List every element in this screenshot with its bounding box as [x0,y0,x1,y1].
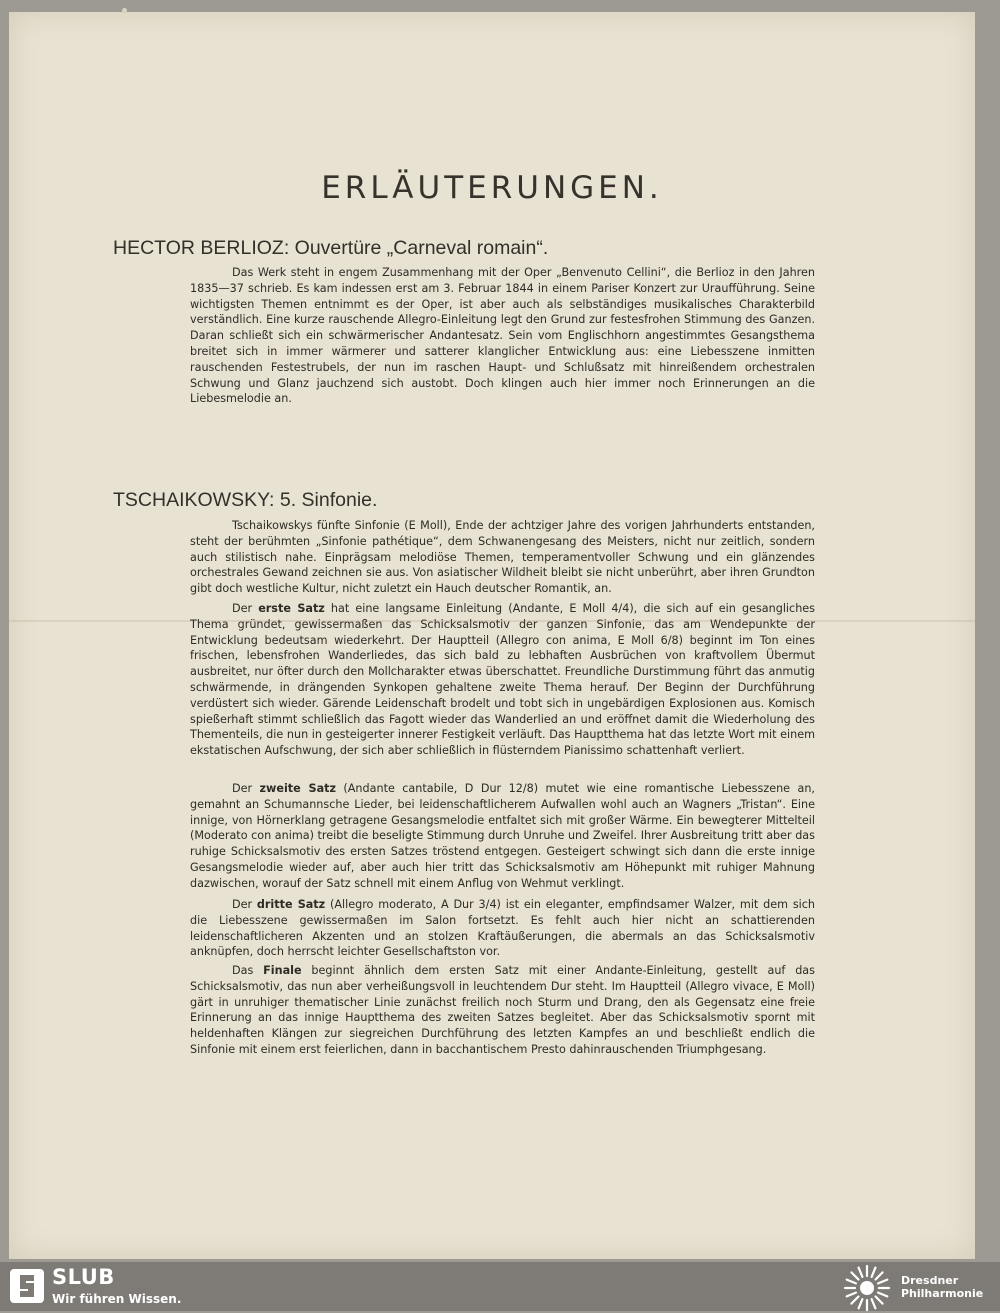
paragraph-berlioz: Das Werk steht in engem Zusammenhang mit der Oper „Benvenuto Cellini“, die Berlioz in den Jahren 1835—37 schrieb. Es kam indessen erst am 3. Februar 1844 in einem Pariser Konzert zur Uraufführung. Seine wichtigsten Themen entnimmt es der Oper, ist aber auch als selbständiges musikalisches Charakterbild verständlich. Eine kurze rauschende Allegro-Einleitung legt den Grund zur festesfrohen Stimmung des Ganzen. Daran schließt sich ein schwärmerischer Andantesatz. Sein vom Englischhorn angestimmtes Gesangsthema breitet sich in immer wärmerer und satterer klanglicher Entwicklung aus: eine Liebesszene inmitten rauschenden Festestrubels, der nun im raschen Haupt- und Schlußsatz mit hinreißendem orchestralen Schwung und Glanz jauchzend sich austobt. Doch klingen auch hier immer noch Erinnerungen an die Liebesmelodie an. [190,266,815,406]
keyword-first-movement: erste Satz [258,602,325,615]
keyword-finale: Finale [263,964,302,977]
slub-name: SLUB [52,1265,115,1289]
footer-bar [0,1262,1000,1311]
slub-tagline: Wir führen Wissen. [52,1292,182,1306]
philharmonie-sunburst-icon [842,1263,892,1313]
section-heading-berlioz: HECTOR BERLIOZ: Ouvertüre „Carneval romain“. [113,237,549,259]
philharmonie-name: Dresdner Philharmonie [901,1274,984,1300]
section-heading-tschaikowsky: TSCHAIKOWSKY: 5. Sinfonie. [113,489,378,511]
document-page [9,12,975,1259]
paragraph-first-movement: Der erste Satz hat eine langsame Einleitung (Andante, E Moll 4/4), die sich auf ein gesangliches Thema gründet, gewissermaßen das Schicksalsmotiv der ganzen Sinfonie, das am Wendepunkte der Entwicklung bedeutsam wiederkehrt. Der Hauptteil (Allegro con anima, E Moll 6/8) beginnt im Ton eines frischen, lebensfrohen Wanderliedes, das sich bald zu lebhaften Ausbrüchen von kraftvollem Übermut ausbreitet, nur öfter durch den Mollcharakter etwas überschattet. Freundliche Durstimmung führt das anmutig schwärmende, in drängenden Synkopen gehaltene zweite Thema herauf. Der Beginn der Durchführung verdüstert sich wieder. Gärende Leidenschaft brodelt und tobt sich in ungebärdigen Explosionen aus. Komisch spießerhaft stimmt schließlich das Fagott wieder das Wanderlied an und eröffnet damit die Wiederholung des Thementeils, die nun in gesteigerter innerer Festigkeit verläuft. Das Hauptthema hat das letzte Wort mit einem ekstatischen Aufschwung, der sich aber schließlich in flüsterndem Pianissimo schattenhaft verliert. [190,602,815,758]
slub-logo-icon [10,1269,44,1303]
keyword-second-movement: zweite Satz [259,782,336,795]
paragraph-third-movement: Der dritte Satz (Allegro moderato, A Dur 3/4) ist ein eleganter, empfindsamer Walzer, mit dem sich die Liebesszene gewissermaßen im Salon fortsetzt. Es fehlt auch hier nicht an schattierenden leidenschaftlicheren Akzenten und an stolzen Kraftäußerungen, die abermals an das Schicksalsmotiv anknüpfen, doch herrscht leichter Gesellschaftston vor. [190,898,815,959]
keyword-third-movement: dritte Satz [256,898,326,911]
page-title: ERLÄUTERUNGEN. [321,170,663,206]
paragraph-second-movement: Der zweite Satz (Andante cantabile, D Dur 12/8) mutet wie eine romantische Liebesszene an, gemahnt an Schumannsche Lieder, bei leidenschaftlicherem Aufwallen wohl auch an Wagners „Tristan“. Eine innige, von Hörnerklang getragene Gesangsmelodie entfaltet sich mit großer Wärme. Ein bewegterer Mittelteil (Moderato con anima) treibt die beseligte Stimmung durch Unruhe und Zweifel. Ihrer Ausbreitung tritt aber das ruhige Schicksalsmotiv des ersten Satzes tröstend entgegen. Gesteigert schwingt sich dann die erste innige Gesangsmelodie wieder auf, aber auch hier tritt das Schicksalsmotiv am Höhepunkt mit ruhiger Mahnung dazwischen, worauf der Satz schnell mit einem Anflug von Wehmut verklingt. [190,782,815,890]
paper-mark [122,8,127,13]
paragraph-finale: Das Finale beginnt ähnlich dem ersten Satz mit einer Andante-Einleitung, gestellt auf das Schicksalsmotiv, das nun aber verheißungsvoll in leuchtendem Dur steht. Im Hauptteil (Allegro vivace, E Moll) gärt in unruhiger thematischer Linie zunächst freilich noch Sturm und Drang, den als Gegensatz eine freie Erinnerung an das innige Hauptthema des zweiten Satzes begleitet. Aber das Schicksalsmotiv spornt mit heldenhaften Klängen zur siegreichen Durchführung des letzten Kampfes an und beschließt endlich die Sinfonie mit einem erst feierlichen, dann in bacchantischem Presto dahinrauschenden Triumphgesang. [190,964,815,1056]
paragraph-tschaikowsky-intro: Tschaikowskys fünfte Sinfonie (E Moll), Ende der achtziger Jahre des vorigen Jahrhunderts entstanden, steht der berühmten „Sinfonie pathétique“, dem Schwanengesang des Meisters, nicht nur zeitlich, sondern auch stilistisch nahe. Einprägsam melodiöse Themen, temperamentvoller Schwung und ein glänzendes orchestrales Gewand zeichnen sie aus. Von asiatischer Wildheit bleibt sie nicht unberührt, aber ihren Grundton gibt doch westliche Kultur, nicht zuletzt ein Hauch deutscher Romantik, an. [190,519,815,596]
